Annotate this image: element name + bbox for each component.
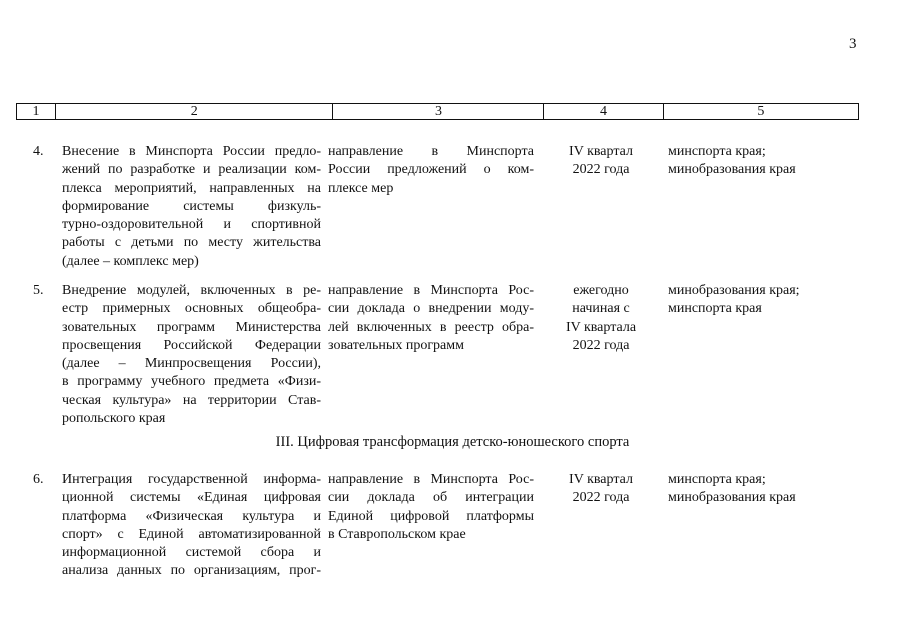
term-text bbox=[541, 282, 661, 355]
text-line: направление в Минспорта Рос- bbox=[328, 472, 534, 487]
text-line: IV квартал bbox=[569, 472, 633, 487]
text-line: IV квартал bbox=[569, 144, 633, 159]
text-line: минспорта края; bbox=[668, 144, 766, 159]
page-number: 3 bbox=[849, 36, 857, 52]
text-line: направление в Минспорта Рос- bbox=[328, 283, 534, 298]
text-line: Интеграция государственной информа- bbox=[62, 472, 321, 487]
text-line: 2022 года bbox=[572, 490, 630, 506]
header-col-2: 2 bbox=[56, 104, 333, 119]
header-col-3: 3 bbox=[333, 104, 544, 119]
text-line: Внедрение модулей, включенных в ре- bbox=[62, 283, 321, 298]
text-line: сии доклада об интеграции bbox=[328, 490, 534, 506]
text-line: 2022 года bbox=[572, 337, 630, 353]
text-line: ческая культура» на территории Став- bbox=[62, 392, 321, 408]
text-line: ционной системы «Единая цифровая bbox=[62, 490, 321, 506]
text-line: турно-оздоровительной и спортивной bbox=[62, 217, 321, 233]
text-line: минобразования края bbox=[668, 162, 796, 178]
text-line: жений по разработке и реализации ком- bbox=[62, 162, 321, 178]
result-text bbox=[328, 282, 534, 355]
text-line: спорт» с Единой автоматизированной bbox=[62, 526, 321, 542]
responsible-text bbox=[668, 282, 858, 319]
text-line: платформа «Физическая культура и bbox=[62, 508, 321, 524]
term-text bbox=[541, 471, 661, 508]
section-title: III. Цифровая трансформация детско-юношеского спорта bbox=[275, 434, 630, 450]
text-line: формирование системы физкуль- bbox=[62, 198, 321, 214]
header-col-5: 5 bbox=[757, 104, 765, 119]
text-line: в программу учебного предмета «Физи- bbox=[62, 374, 321, 390]
text-line: минспорта края; bbox=[668, 472, 766, 487]
text-line: направление в Минспорта bbox=[328, 144, 534, 159]
text-line: Внесение в Минспорта России предло- bbox=[62, 144, 321, 159]
text-line: работы с детьми по месту жительства bbox=[62, 235, 321, 251]
text-line: информационной системой сбора и bbox=[62, 545, 321, 561]
text-line: в Ставропольском крае bbox=[328, 526, 466, 542]
measure-text bbox=[62, 471, 321, 581]
result-text bbox=[328, 143, 534, 198]
row-number: 6. bbox=[33, 472, 44, 487]
text-line: лей включенных в реестр обра- bbox=[328, 319, 534, 335]
text-line: IV квартала bbox=[565, 319, 637, 335]
header-col-4: 4 bbox=[544, 104, 663, 119]
text-line: ежегодно bbox=[573, 283, 629, 298]
text-line: (далее – комплекс мер) bbox=[62, 253, 199, 269]
text-line: естр примерных основных общеобра- bbox=[62, 301, 321, 317]
text-line: начиная с bbox=[572, 301, 630, 317]
text-line: зовательных программ Министерства bbox=[62, 319, 321, 335]
text-line: России предложений о ком- bbox=[328, 162, 534, 178]
text-line: просвещения Российской Федерации bbox=[62, 337, 321, 353]
text-line: минспорта края bbox=[668, 301, 762, 317]
row-number: 4. bbox=[33, 144, 44, 159]
text-line: минобразования края bbox=[668, 490, 796, 506]
result-text bbox=[328, 471, 534, 544]
text-line: анализа данных по организациям, прог- bbox=[62, 563, 321, 579]
responsible-text bbox=[668, 143, 858, 180]
term-text bbox=[541, 143, 661, 180]
text-line: ропольского края bbox=[62, 411, 166, 427]
text-line: сии доклада о внедрении моду- bbox=[328, 301, 534, 317]
text-line: (далее – Минпросвещения России), bbox=[62, 356, 321, 372]
text-line: Единой цифровой платформы bbox=[328, 508, 534, 524]
table-header bbox=[16, 103, 859, 120]
header-col-1: 1 bbox=[17, 104, 56, 119]
row-number: 5. bbox=[33, 283, 44, 298]
text-line: зовательных программ bbox=[328, 337, 464, 353]
text-line: 2022 года bbox=[572, 162, 630, 178]
text-line: плекса мероприятий, направленных на bbox=[62, 180, 321, 196]
text-line: минобразования края; bbox=[668, 283, 800, 298]
measure-text bbox=[62, 282, 321, 428]
responsible-text bbox=[668, 471, 858, 508]
text-line: плексе мер bbox=[328, 180, 394, 196]
measure-text bbox=[62, 143, 321, 271]
